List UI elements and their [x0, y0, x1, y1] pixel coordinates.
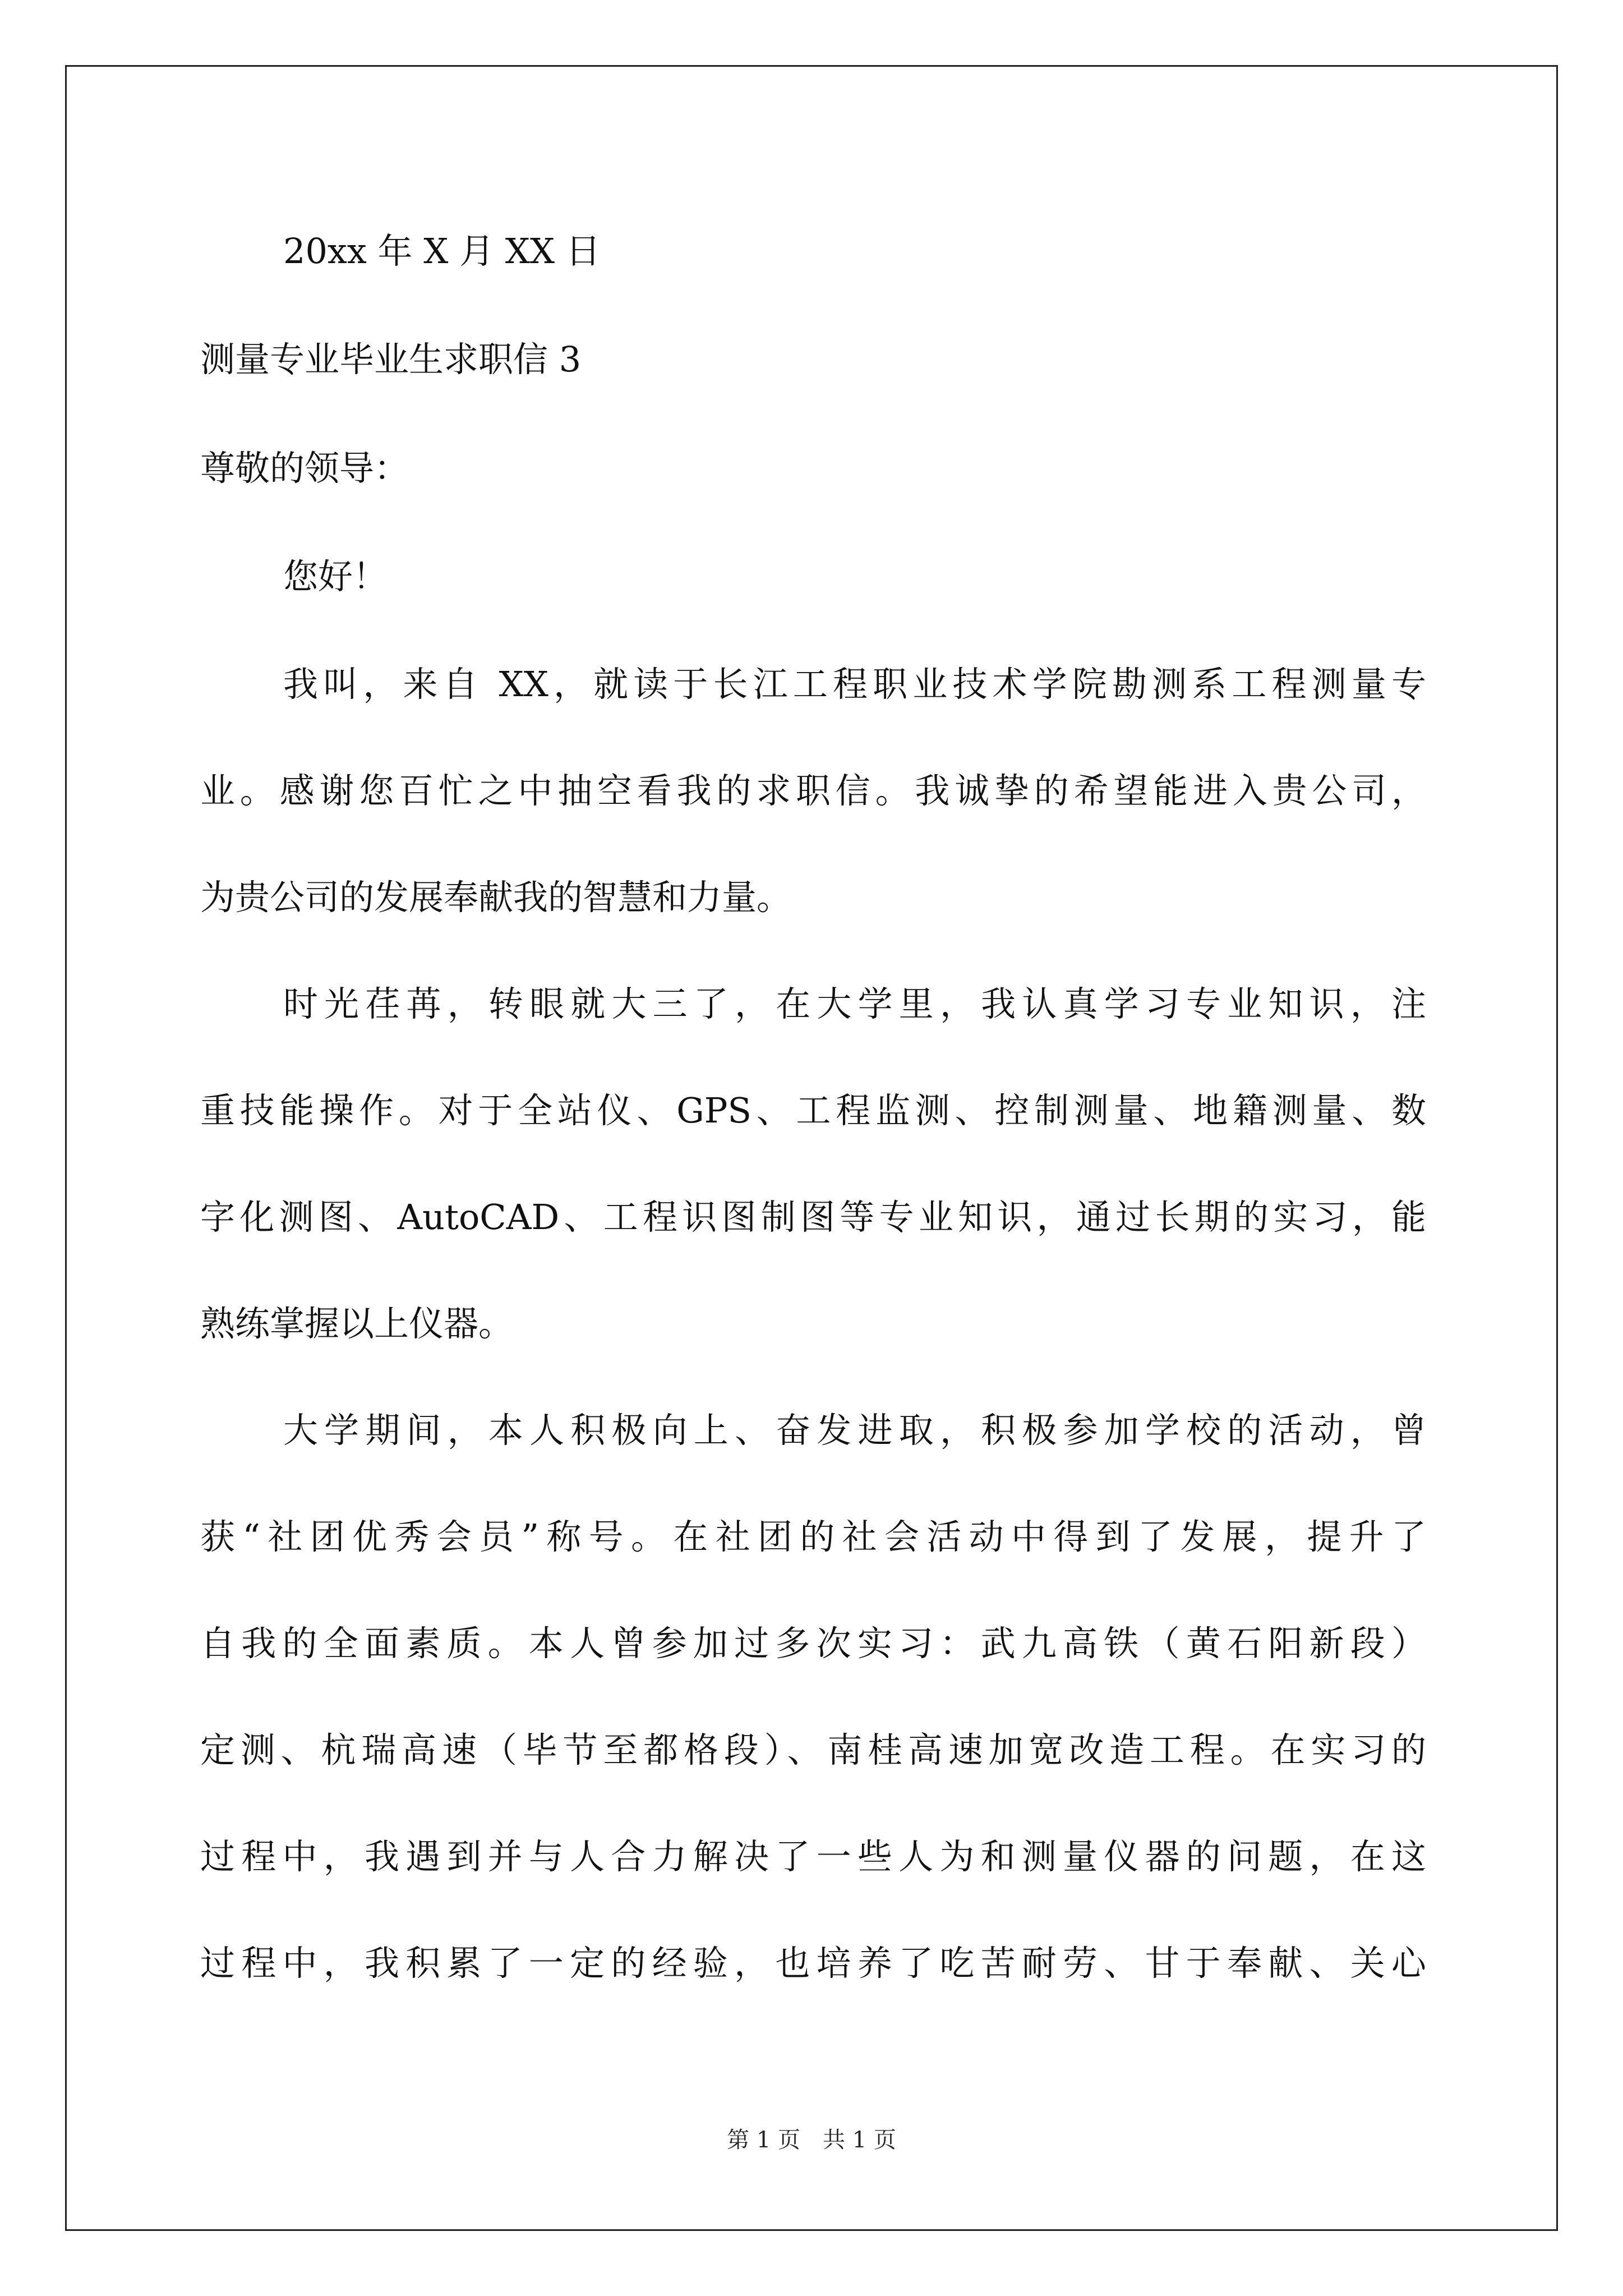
paragraph-line: 时光荏苒，转眼就大三了，在大学里，我认真学习专业知识，注 [283, 983, 1426, 1024]
paragraph-line: 业。感谢您百忙之中抽空看我的求职信。我诚挚的希望能进入贵公司， [200, 770, 1426, 811]
paragraph-line: 重技能操作。对于全站仪、GPS、工程监测、控制测量、地籍测量、数 [200, 1090, 1426, 1131]
paragraph-line: 自我的全面素质。本人曾参加过多次实习：武九高铁（黄石阳新段） [200, 1623, 1426, 1664]
letter-salutation: 尊敬的领导： [200, 448, 409, 489]
paragraph-line: 字化测图、AutoCAD、工程识图制图等专业知识，通过长期的实习，能 [200, 1197, 1426, 1237]
paragraph-line: 大学期间，本人积极向上、奋发进取，积极参加学校的活动，曾 [283, 1410, 1426, 1451]
paragraph-line: 熟练掌握以上仪器。 [200, 1303, 514, 1344]
paragraph-line: 为贵公司的发展奉献我的智慧和力量。 [200, 877, 792, 918]
letter-date: 20xx 年 X 月 XX 日 [283, 231, 601, 272]
paragraph-line: 我叫，来自 XX，就读于长江工程职业技术学院勘测系工程测量专 [283, 664, 1426, 705]
page-border [65, 65, 1558, 2231]
letter-title: 测量专业毕业生求职信 3 [200, 339, 582, 380]
page-number: 第 1 页 共 1 页 [727, 2127, 896, 2153]
paragraph-line: 过程中，我遇到并与人合力解决了一些人为和测量仪器的问题，在这 [200, 1836, 1426, 1877]
paragraph-line: 定测、杭瑞高速（毕节至都格段）、南桂高速加宽改造工程。在实习的 [200, 1729, 1426, 1770]
paragraph-line: 过程中，我积累了一定的经验，也培养了吃苦耐劳、甘于奉献、关心 [200, 1943, 1426, 1984]
letter-greeting: 您好！ [283, 556, 388, 597]
paragraph-line: 获“社团优秀会员”称号。在社团的社会活动中得到了发展，提升了 [200, 1516, 1426, 1557]
